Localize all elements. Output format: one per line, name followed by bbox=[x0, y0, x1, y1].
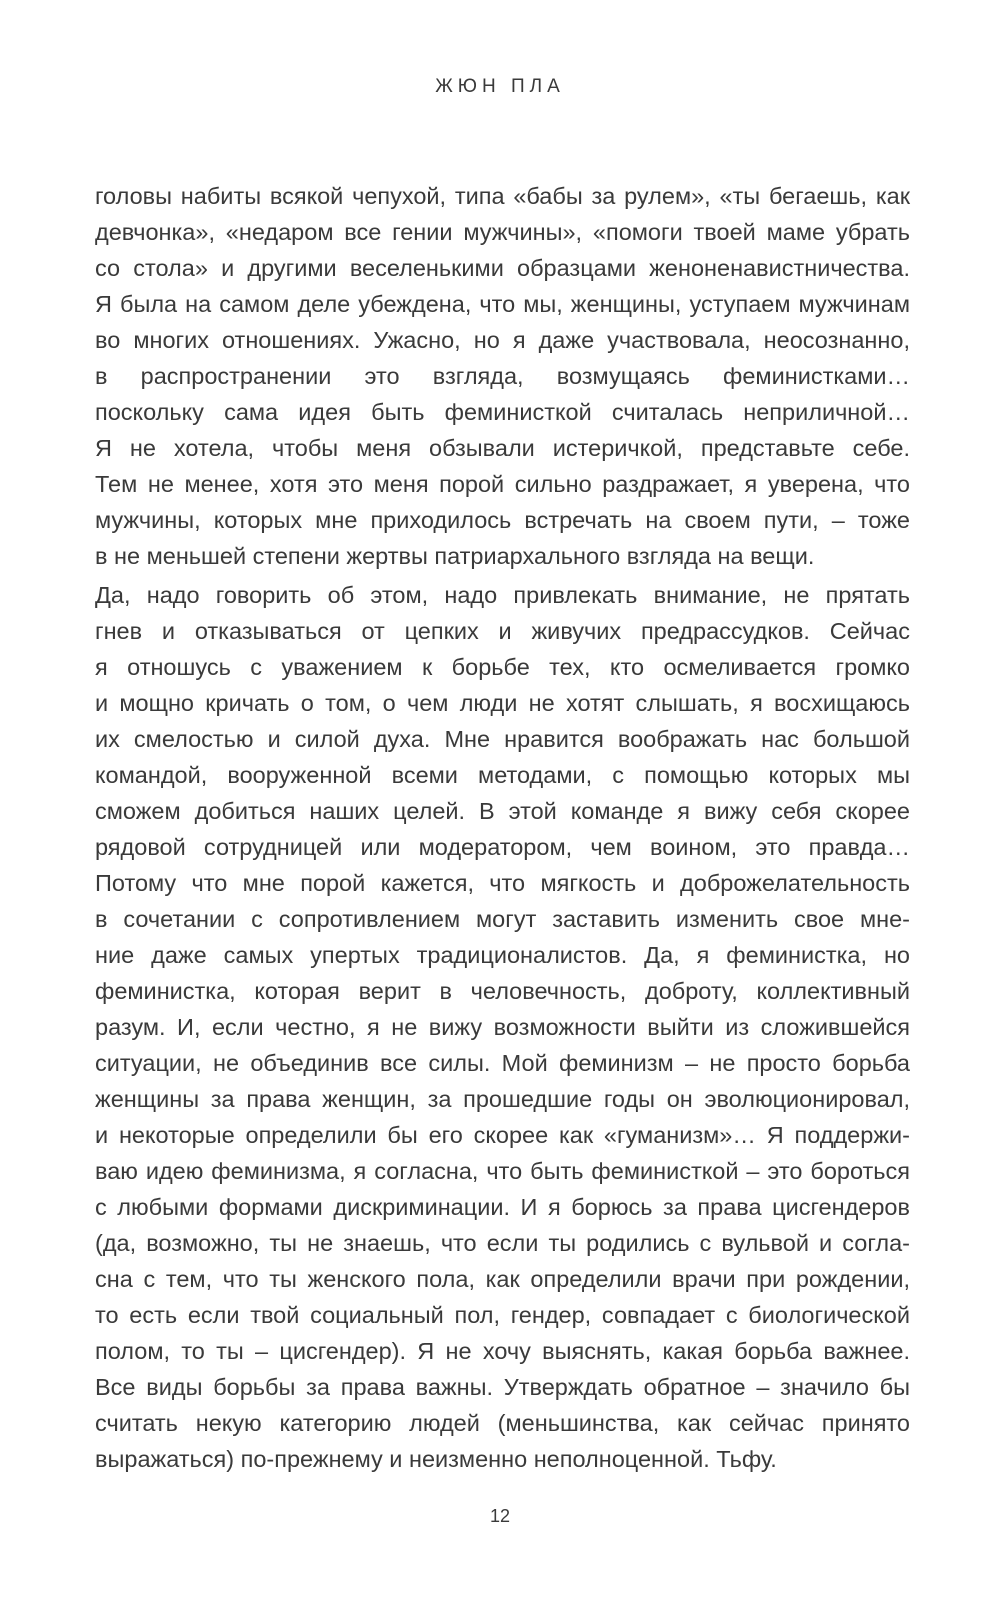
text-line: ситуации, не объединив все силы. Мой феминизм – не просто борьба bbox=[95, 1050, 910, 1076]
text-line: сна с тем, что ты женского пола, как определили врачи при рождении, bbox=[95, 1266, 910, 1292]
text-line: женщины за права женщин, за прошедшие годы он эволюционировал, bbox=[95, 1086, 910, 1112]
text-line: гнев и отказываться от цепких и живучих предрассудков. Сейчас bbox=[95, 618, 910, 644]
text-line: сможем добиться наших целей. В этой команде я вижу себя скорее bbox=[95, 798, 910, 824]
text-line: командой, вооруженной всеми методами, с помощью которых мы bbox=[95, 762, 910, 788]
text-line: считать некую категорию людей (меньшинства, как сейчас принято bbox=[95, 1410, 910, 1436]
text-line: полом, то ты – цисгендер). Я не хочу выяснять, какая борьба важнее. bbox=[95, 1338, 910, 1364]
text-line: со стола» и другими веселенькими образцами женоненавистничества. bbox=[95, 255, 910, 281]
page-number: 12 bbox=[489, 1506, 511, 1526]
text-line: в не меньшей степени жертвы патриархального взгляда на вещи. bbox=[95, 543, 815, 569]
text-line: рядовой сотрудницей или модератором, чем воином, это правда… bbox=[95, 834, 910, 860]
paragraph-1 bbox=[95, 178, 910, 574]
text-line: Все виды борьбы за права важны. Утверждать обратное – значило бы bbox=[95, 1374, 910, 1400]
running-header-author: ЖЮН ПЛА bbox=[435, 76, 565, 97]
paragraph-2 bbox=[95, 577, 910, 1477]
text-line: и мощно кричать о том, о чем люди не хотят слышать, я восхищаюсь bbox=[95, 690, 910, 716]
text-line: Я была на самом деле убеждена, что мы, женщины, уступаем мужчинам bbox=[95, 291, 910, 317]
text-line: Я не хотела, чтобы меня обзывали истеричкой, представьте себе. bbox=[95, 435, 910, 461]
text-line: и некоторые определили бы его скорее как «гуманизм»… Я поддержи- bbox=[95, 1122, 910, 1148]
text-line: выражаться) по-прежнему и неизменно неполноценной. Тьфу. bbox=[95, 1446, 777, 1472]
text-line: с любыми формами дискриминации. И я борюсь за права цисгендеров bbox=[95, 1194, 910, 1220]
text-line: ние даже самых упертых традиционалистов. Да, я феминистка, но bbox=[95, 942, 910, 968]
text-line: ваю идею феминизма, я согласна, что быть феминисткой – это бороться bbox=[95, 1158, 910, 1184]
text-line: их смелостью и силой духа. Мне нравится воображать нас большой bbox=[95, 726, 910, 752]
text-line: Да, надо говорить об этом, надо привлекать внимание, не прятать bbox=[95, 582, 910, 608]
text-line: поскольку сама идея быть феминисткой считалась неприличной… bbox=[95, 399, 910, 425]
text-line: (да, возможно, ты не знаешь, что если ты родились с вульвой и согла- bbox=[95, 1230, 910, 1256]
text-line: в распространении это взгляда, возмущаясь феминистками… bbox=[95, 363, 910, 389]
text-line: в сочетании с сопротивлением могут заставить изменить свое мне- bbox=[95, 906, 910, 932]
text-line: Тем не менее, хотя это меня порой сильно раздражает, я уверена, что bbox=[95, 471, 910, 497]
text-line: мужчины, которых мне приходилось встречать на своем пути, – тоже bbox=[95, 507, 910, 533]
text-line: то есть если твой социальный пол, гендер, совпадает с биологической bbox=[95, 1302, 910, 1328]
text-line: разум. И, если честно, я не вижу возможности выйти из сложившейся bbox=[95, 1014, 910, 1040]
text-line: головы набиты всякой чепухой, типа «бабы за рулем», «ты бегаешь, как bbox=[95, 183, 910, 209]
text-line: феминистка, которая верит в человечность, доброту, коллективный bbox=[95, 978, 910, 1004]
text-line: я отношусь с уважением к борьбе тех, кто осмеливается громко bbox=[95, 654, 910, 680]
text-line: девчонка», «недаром все гении мужчины», «помоги твоей маме убрать bbox=[95, 219, 910, 245]
text-line: Потому что мне порой кажется, что мягкость и доброжелательность bbox=[95, 870, 910, 896]
text-line: во многих отношениях. Ужасно, но я даже участвовала, неосознанно, bbox=[95, 327, 910, 353]
